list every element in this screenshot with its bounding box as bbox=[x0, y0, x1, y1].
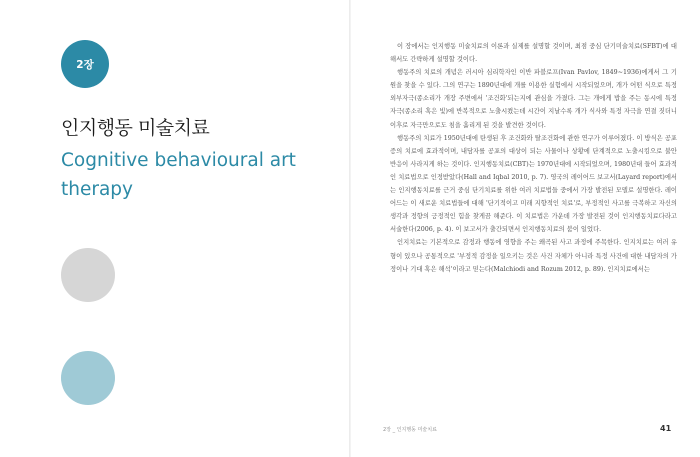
running-footer: 2장 _ 인지행동 미술치료 bbox=[383, 427, 437, 433]
chapter-badge bbox=[61, 40, 109, 88]
decorative-grey-circle bbox=[61, 248, 115, 302]
paragraph: 이 장에서는 인지행동 미술치료의 이론과 실제를 설명할 것이며, 최점 중심 단기미술치료(SFBT)에 대해서도 간략하게 설명할 것이다. bbox=[390, 43, 677, 64]
paragraph: 행동주의 치료가 1950년대에 탄생된 후 조건화와 탈조건화에 관한 연구가 이루어졌다. 이 방식은 공포증의 치료에 효과적이며, 내담자를 공포의 대상이 되는 사물이나 상황에 단계적으로 노출시킴으로 불안 반응이 사라지게 하는 것이다. 인지행동치료(CBT)는 1970년대에 시작되었으며, 1980년대 들어 효과적인 치료법으로 인정받았다(Hall and Iqbal 2010, p. 7). 영국의 레이어드 보고서(Layard report)에서는 인지행동치료를 근거 중심 단기치료를 위한 여러 치료법들 중에서 가장 발전된 모델로 설명한다. 레이어드는 이 새로운 치료법들에 대해 '단기적이고 미래 지향적인 치료'로, 부정적인 사고를 극복하고 자신의 생각과 정향의 긍정적인 힘을 찾게끔 해준다. 이 치료법은 가운데 가장 발전된 것이 인지행동치료다라고 서술한다(2006, p. 4). 이 보고서가 출간되면서 인지행동치료의 붐이 일었다. bbox=[390, 134, 677, 234]
chapter-label: 2장 bbox=[76, 58, 94, 71]
paragraph: 행동주의 치료의 개념은 러시아 심리학자인 이반 파블로프(Ivan Pavlov, 1849~1936)에게서 그 기원을 찾을 수 있다. 그의 연구는 1890년대에 개를 이용한 실험에서 시작되었으며, 개가 어떤 식으로 특정 외부자극(종소리가 개장 주변에서 '조건화'되는지에 관심을 가졌다. 그는 개에게 밥을 주는 동시에 특정 자극(종소리 혹은 빛)에 반복적으로 노출시켰는데 시간이 지날수록 개가 식사와 특정 자극을 연결 짓더니 이후로 자극만으로도 침을 흘리게 된 것을 발견한 것이다. bbox=[390, 69, 677, 129]
right-page bbox=[350, 0, 700, 457]
chapter-title-english: Cognitive behavioural art therapy bbox=[61, 150, 296, 200]
paragraph: 인지치료는 기본적으로 감정과 행동에 영향을 주는 왜곡된 사고 과정에 주목한다. 인지치료는 여러 유형이 있으나 공통적으로 '부정적 감정을 일으키는 것은 사건 자체가 아니라 특정 사건에 대한 내담자의 가정이나 기대 혹은 해석'이라고 믿는다(Malchiodi and Rozum 2012, p. 89). 인지치료에서는 bbox=[390, 239, 677, 273]
page-number: 41 bbox=[660, 424, 672, 433]
chapter-title-korean: 인지행동 미술치료 bbox=[61, 117, 210, 139]
body-text bbox=[390, 40, 677, 276]
decorative-blue-circle bbox=[61, 351, 115, 405]
